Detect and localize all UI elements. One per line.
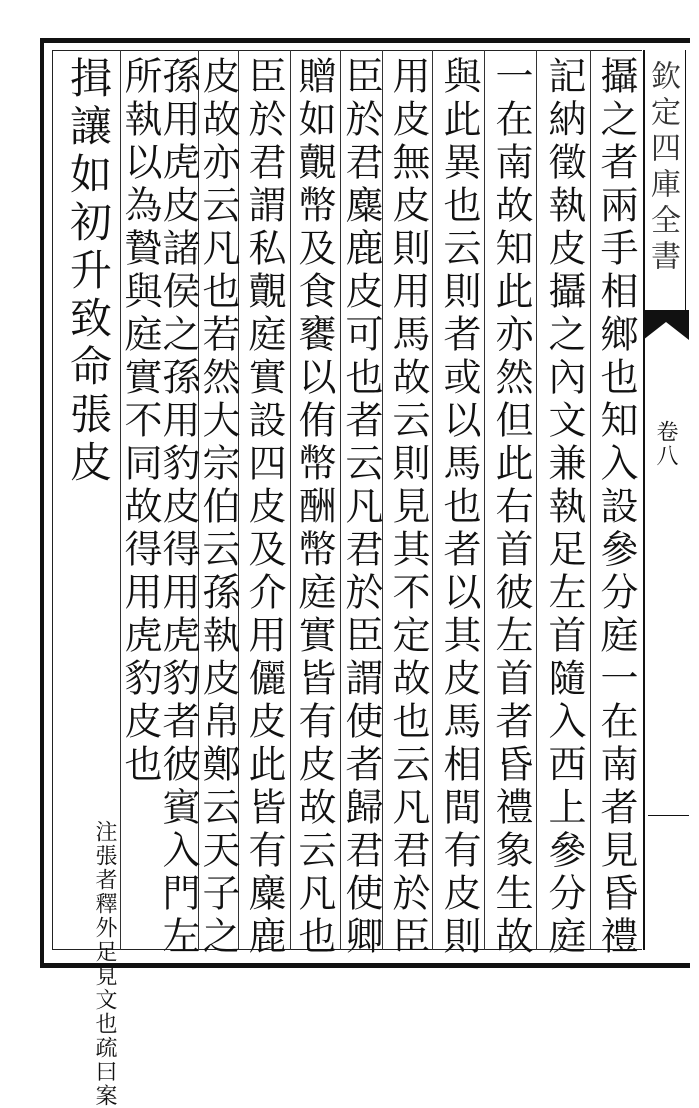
column-text: 記納徵執皮攝之內文兼執足左首隨入西上參分庭 xyxy=(542,56,586,959)
text-column xyxy=(156,56,200,959)
note-text: 注張者釋外足見文也疏曰案 xyxy=(92,820,117,1108)
text-column xyxy=(118,56,162,787)
column-text: 孫用虎皮諸侯之孫用豹皮得用虎豹者彼賓入門左 xyxy=(156,56,200,959)
band-divider xyxy=(648,815,689,816)
column-text: 攝之者兩手相鄉也知入設參分庭一在南者見昏禮 xyxy=(594,56,638,959)
column-text: 臣於君麋鹿皮可也者云凡君於臣謂使者歸君使卿 xyxy=(339,56,383,959)
column-text: 臣於君謂私覿庭實設四皮及介用儷皮此皆有麋鹿 xyxy=(242,56,286,959)
column-rule xyxy=(536,50,537,950)
column-rule xyxy=(432,50,433,950)
column-rule xyxy=(290,50,291,950)
text-column xyxy=(592,56,640,959)
annotation-note xyxy=(62,820,118,1108)
volume-label: 卷八 xyxy=(653,420,678,468)
column-rule xyxy=(484,50,485,950)
column-text: 贈如覿幣及食饔以侑幣酬幣庭實皆有皮故云凡也 xyxy=(292,56,336,959)
text-column xyxy=(386,56,430,959)
text-column xyxy=(242,56,286,959)
text-column-main xyxy=(58,56,118,816)
text-column xyxy=(292,56,336,959)
main-text: 揖讓如初升致命張皮 xyxy=(64,56,113,488)
text-column xyxy=(339,56,383,959)
column-text: 一在南故知此亦然但此右首彼左首者昏禮象生故 xyxy=(489,56,533,959)
text-column xyxy=(540,56,588,959)
column-text: 與此異也云則者或以馬也者以其皮馬相間有皮則 xyxy=(437,56,481,959)
column-text: 皮故亦云凡也若然大宗伯云孫執皮帛鄭云天子之 xyxy=(196,56,240,959)
column-text: 所執以為贄與庭實不同故得用虎豹皮也 xyxy=(118,56,162,787)
book-title: 欽定四庫全書 xyxy=(645,60,680,276)
text-column xyxy=(436,56,482,959)
column-text: 用皮無皮則用馬故云則見其不定故也云凡君於臣 xyxy=(386,56,430,959)
text-column xyxy=(488,56,534,959)
column-rule xyxy=(590,50,591,950)
text-column xyxy=(196,56,240,959)
